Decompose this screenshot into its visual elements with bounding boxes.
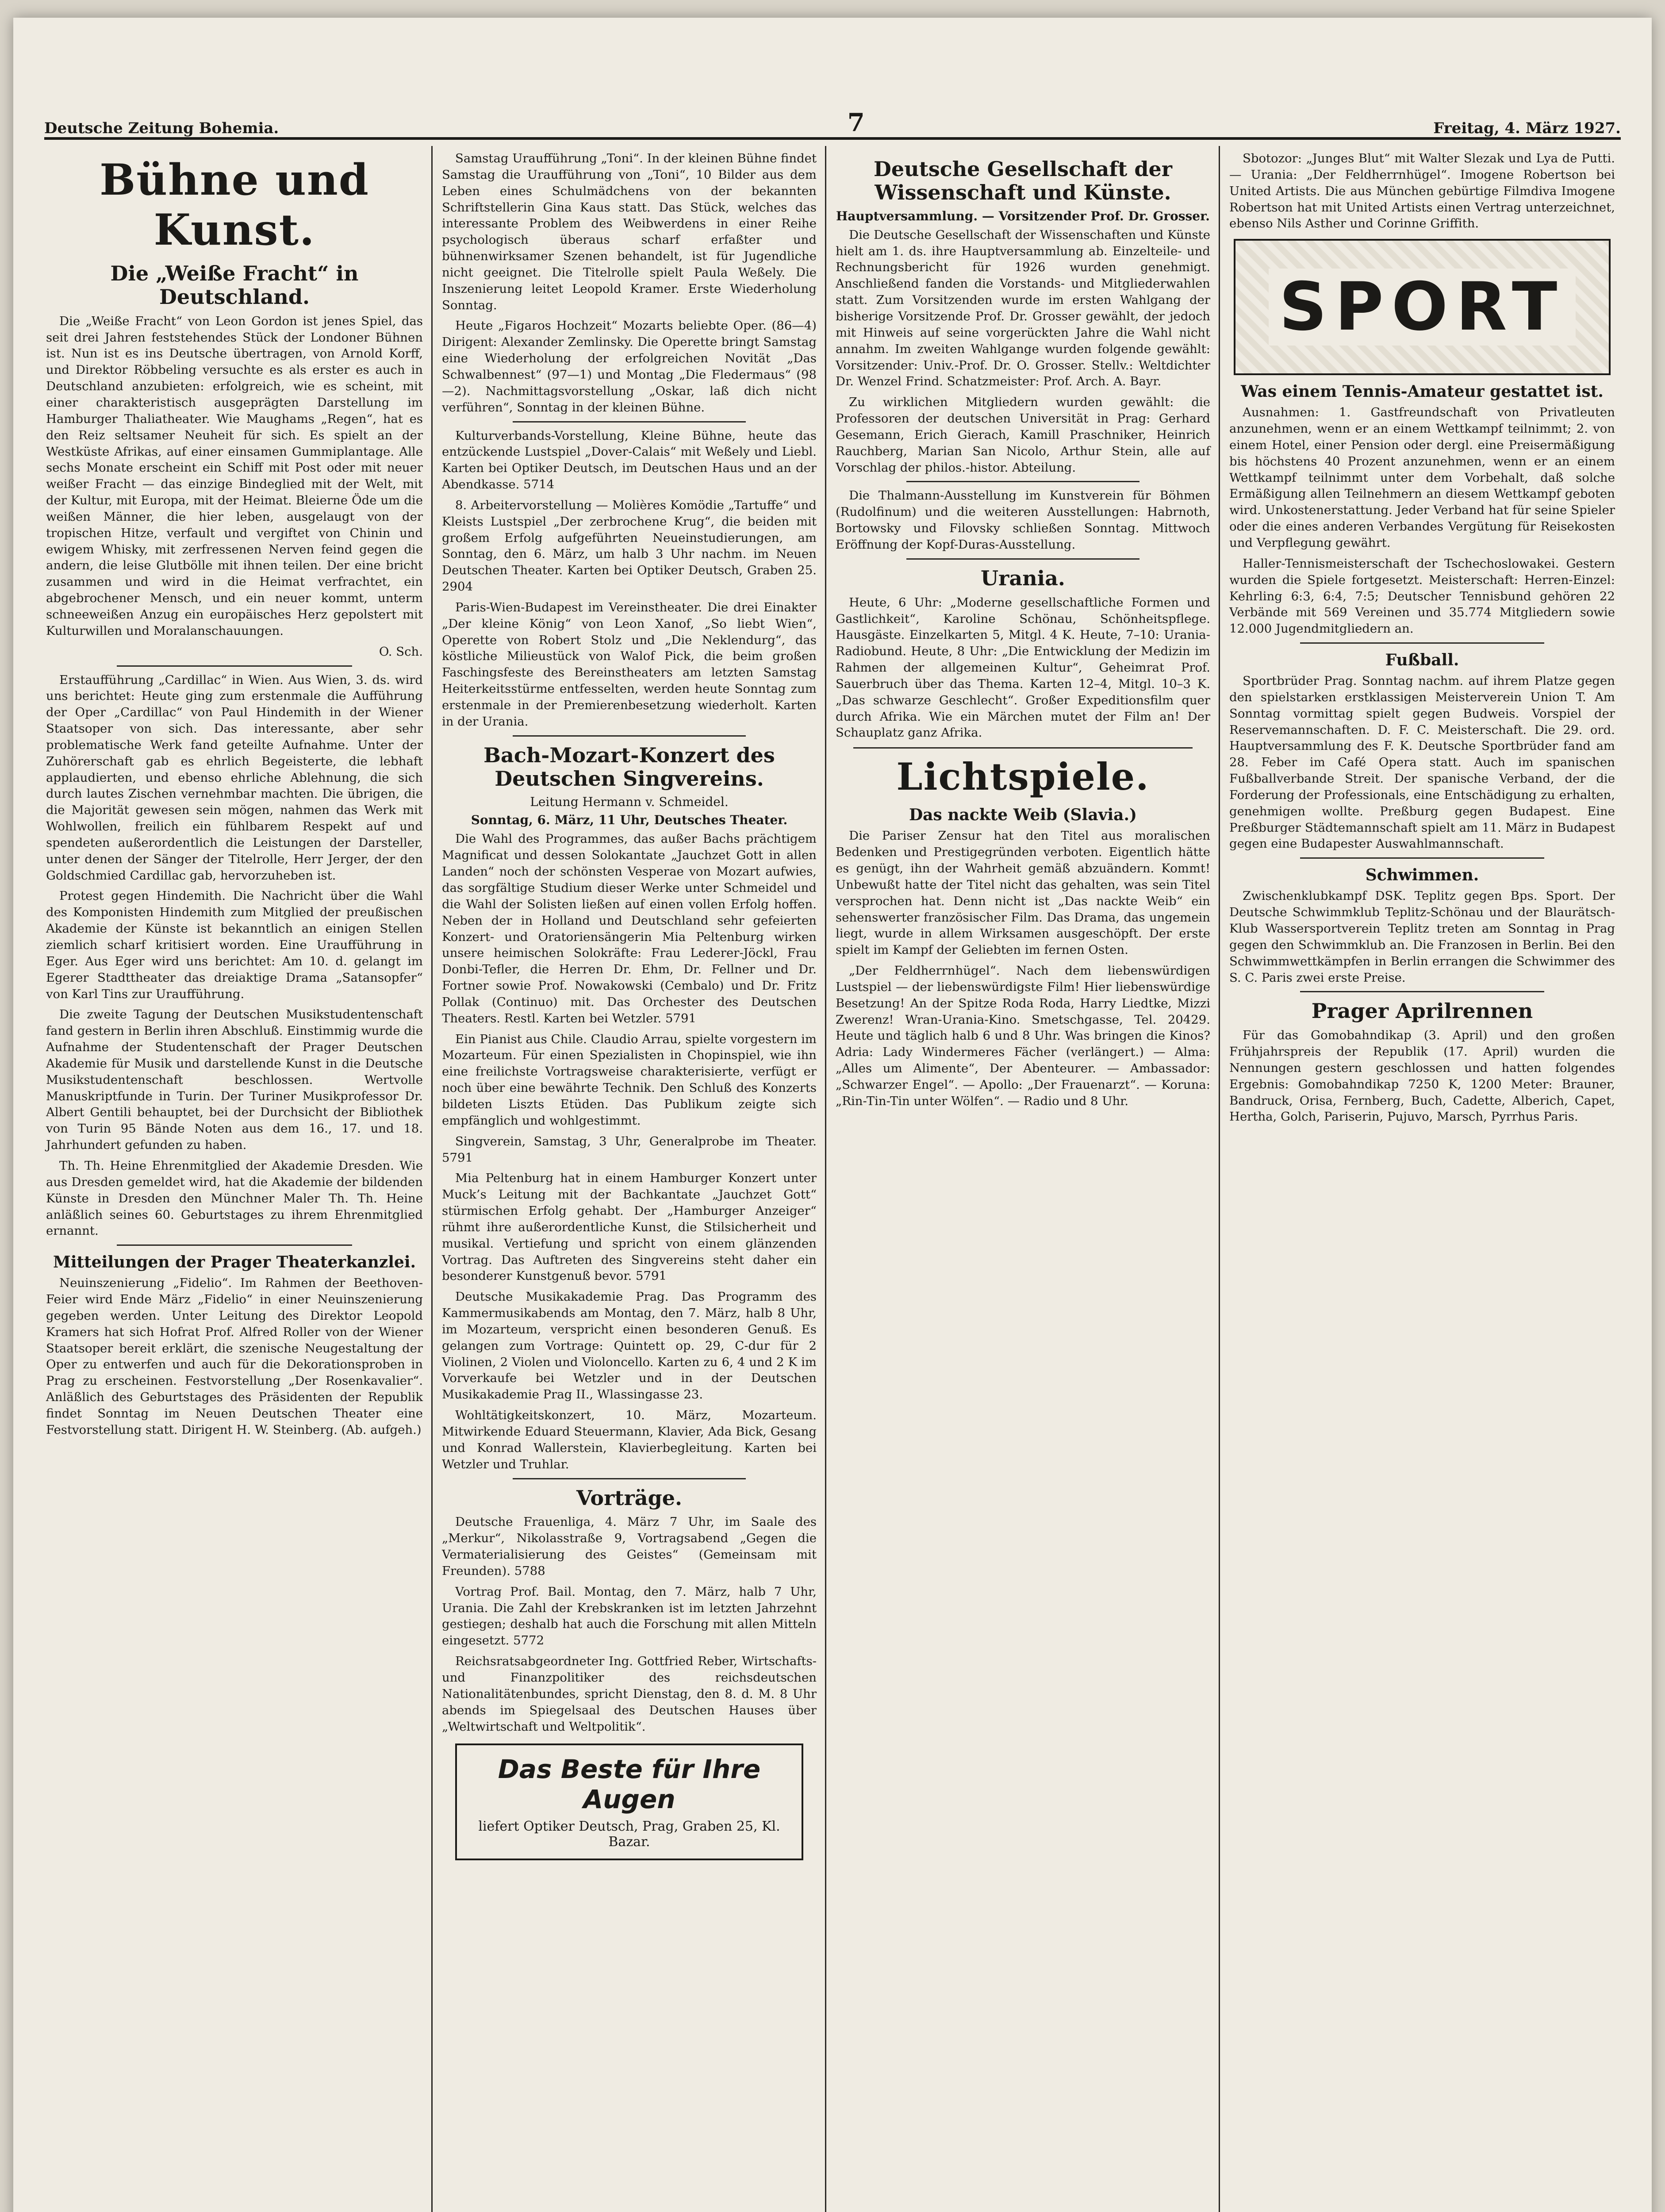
column-1 — [40, 146, 429, 2212]
section-title: Lichtspiele. — [896, 755, 1150, 799]
divider — [1300, 642, 1544, 644]
section-subtitle: Prager Aprilrennen — [1311, 999, 1533, 1023]
article-body: Wohltätigkeitskonzert, 10. März, Mozarteum. Mitwirkende Eduard Steuermann, Klavier, Ada Bick, Gesang und Konrad Wallerstein, Klavierbegleitung. Karten bei Wetzler und Truhlar. — [442, 1408, 817, 1471]
divider — [117, 1244, 352, 1246]
section-subtitle: Schwimmen. — [1365, 866, 1479, 885]
article-body: Die Deutsche Gesellschaft der Wissenschaften und Künste hielt am 1. ds. ihre Hauptversammlung ab. Einzelteile- und Rechnungsbericht für 1926 wurden genehmigt. Anschließend fanden die Vorstands- und Mitgliederwahlen statt. Zum Vorsitzenden wurde im ersten Wahlgang der bisherige Vorsitzende Prof. Dr. Grosser gewählt, der jedoch mit Hinweis auf seine vorgerückten Jahre die Wahl nicht annahm. Im zweiten Wahlgange wurden folgende gewählt: Vorsitzender: Univ.-Prof. Dr. O. Grosser. Stellv.: Weltdichter Dr. Wenzel Frind. Schatzmeister: Prof. Arch. A. Bayr. — [836, 227, 1210, 389]
article-body: Ausnahmen: 1. Gastfreundschaft von Privatleuten anzunehmen, wenn er an einem Wettkampf teilnimmt; 2. von einem Hotel, einer Pension oder dergl. eine Preisermäßigung bis höchstens 40 Prozent anzunehmen, wenn er an einem Wettkampf teilnimmt unter dem Vorbehalt, daß solche Ermäßigung allen Teilnehmern an diesem Wettkampf geboten wird. Unkostenerstattung. Jeder Verband hat für seine Spieler oder die eines anderen Verbandes Vergütung für Reisekosten und Verpflegung gewährt. — [1229, 405, 1615, 550]
divider — [853, 747, 1193, 749]
article-body: Heute „Figaros Hochzeit“ Mozarts beliebte Oper. (86—4) Dirigent: Alexander Zemlinsky. Die Operette bringt Samstag eine Wiederholung der erfolgreichen Novität „Das Schwalbennest“ (97—1) und Montag „Die Fledermaus“ (98—2). Nachmittagsvorstellung „Oskar, laß dich nicht verführen“, Sonntag in der kleinen Bühne. — [442, 319, 817, 415]
article-body: Die zweite Tagung der Deutschen Musikstudentenschaft fand gestern in Berlin ihren Abschluß. Einstimmig wurde die Aufnahme der Studentenschaft der Prager Deutschen Akademie für Musik und darstellende Kunst in die Deutsche Musikstudentenschaft beschlossen. Wertvolle Manuskriptfunde in Turin. Der Turiner Musikprofessor Dr. Albert Gentili behauptet, bei der Durchsicht der Bibliothek von Turin 95 Bände Noten aus dem 16., 17. und 18. Jahrhundert gefunden zu haben. — [46, 1007, 423, 1152]
article-body: Haller-Tennismeisterschaft der Tschechoslowakei. Gestern wurden die Spiele fortgesetzt. Meisterschaft: Herren-Einzel: Kehrling 6:3, 6:4, 7:5; Deutscher Tennisbund gehören 22 Verbände mit 569 Vereinen und 35.774 Mitgliedern sowie 12.000 Jugendmitgliedern an. — [1229, 556, 1615, 636]
divider — [513, 735, 746, 737]
column-rule — [825, 146, 826, 2212]
article-body: Ein Pianist aus Chile. Claudio Arrau, spielte vorgestern im Mozarteum. Für einen Spezialisten in Chopinspiel, wie ihn eine freilichste Vortragsweise charakterisierte, verfügt er noch über eine bewährte Technik. Den Schluß des Konzerts bildeten Liszts Etüden. Das Publikum zeigte sich empfänglich und wohlgestimmt. — [442, 1032, 817, 1128]
article-body: Die „Weiße Fracht“ von Leon Gordon ist jenes Spiel, das seit drei Jahren feststehendes Stück der Londoner Bühnen ist. Nun ist es ins Deutsche übertragen, von Arnold Korff, und Direktor Röbbeling versuchte es als erster es auch in Deutschland anzubieten: erfolgreich, wie es scheint, mit einer charakteristisch ausgeprägten Darstellung im Hamburger Thaliatheater. Wie Maughams „Regen“, hat es den Reiz seltsamer Neuheit für sich. Es spielt an der Westküste Afrikas, auf einer einsamen Gummiplantage. Alle sechs Monate erscheint ein Schiff mit Post oder mit neuer weißer Fracht — das einzige Bindeglied mit der Welt, mit der Kultur, mit Europa, mit der Heimat. Bleierne Öde um die weißen Männer, die hier leben, ausgelaugt von der tropischen Hitze, verfault und vergiftet von Chinin und ewigem Whisky, mit zerfressenen Nerven feind gegen die andern, die leise Glutbölle mit ihnen teilen. Der eine bricht zusammen und wird in die Heimat verfrachtet, ein abgebrochener Mensch, und ein neuer kommt, unterm schneeweißen Anzug ein europäisches Herz gepolstert mit Kulturwillen und Moralanschauungen. — [46, 314, 423, 638]
article-body: Sportbrüder Prag. Sonntag nachm. auf ihrem Platze gegen den spielstarken erstklassigen Meisterverein Union T. Am Sonntag vormittag spielt gegen Budweis. Vorspiel der Reservemannschaften. D. F. C. Meisterschaft. Die 29. ord. Hauptversammlung des F. K. Deutsche Sportbrüder fand am 28. Feber im Café Opera statt. Auch im spanischen Fußballverbande Streit. Der spanische Verband, der die Forderung der Professionals, eine Entschädigung zu erhalten, genehmigen wollte. Preßburg gegen Budapest. Eine Preßburger Städtemannschaft spielt am 11. März in Budapest gegen eine Budapester Auswahlmannschaft. — [1229, 674, 1615, 851]
column-rule — [431, 146, 433, 2212]
article-body: Erstaufführung „Cardillac“ in Wien. Aus Wien, 3. ds. wird uns berichtet: Heute ging zum erstenmale die Aufführung der Oper „Cardillac“ von Paul Hindemith in der Wiener Staatsoper von sich. Das interessante, aber sehr problematische Werk fand geteilte Aufnahme. Unter der Zuhörerschaft gab es ehrlich Begeisterte, die lebhaft applaudierten, und ebenso ehrliche Ablehnung, die sich durch lautes Zischen vernehmbar machten. Die übrigen, die die Majorität gewesen sein mögen, nahmen das Werk mit Wohlwollen, freilich ein fühlbarem Respekt auf und spendeten außerordentlich die Leistungen der Darsteller, unter denen der Sänger der Titelrolle, Herr Jerger, der den Goldschmied Cardillac gab, hervorzuheben ist. — [46, 672, 423, 883]
divider — [1300, 991, 1544, 992]
article-lead: Hauptversammlung. — Vorsitzender Prof. Dr. Grosser. — [836, 208, 1210, 223]
divider — [1300, 857, 1544, 859]
ad-title: Das Beste für Ihre Augen — [498, 1754, 761, 1815]
article-body: Protest gegen Hindemith. Die Nachricht über die Wahl des Komponisten Hindemith zum Mitglied der preußischen Akademie der Künste ist bekanntlich an einigen Stellen ziemlich scharf kritisiert worden. Eine Uraufführung in Eger. Aus Eger wird uns berichtet: Am 10. d. gelangt im Egerer Stadttheater das dreiaktige Drama „Satansopfer“ von Karl Tins zur Uraufführung. — [46, 889, 423, 1001]
article-body: Samstag Uraufführung „Toni“. In der kleinen Bühne findet Samstag die Uraufführung von „Toni“, 10 Bilder aus dem Leben eines Schulmädchens von der bekannten Schriftstellerin Gina Kaus statt. Das Stück, welches das interessante Problem des Weibwerdens in einer Reihe psychologisch überaus scharf erfaßter und bühnenwirksamer Szenen behandelt, ist für Jugendliche nicht geeignet. Die Titelrolle spielt Paula Weßely. Die Inszenierung leitet Leopold Kramer. Erste Wiederholung Sonntag. — [442, 151, 817, 312]
article-title: Die „Weiße Fracht“ in Deutschland. — [110, 261, 359, 309]
article-body: Singverein, Samstag, 3 Uhr, Generalprobe im Theater. 5791 — [442, 1134, 817, 1165]
section-title: Bühne und Kunst. — [100, 155, 369, 255]
divider — [906, 558, 1139, 560]
ad-text: liefert Optiker Deutsch, Prag, Graben 25, Kl. Bazar. — [478, 1819, 780, 1850]
article-body: Die Wahl des Programmes, das außer Bachs prächtigem Magnificat und dessen Solokantate „Jauchzet Gott in allen Landen“ noch der schönsten Vesperae von Mozart aufwies, das sorgfältige Studium dieser Werke unter Schmeidel und die Wahl der Solisten ließen auf einen vollen Erfolg hoffen. Neben der in Holland und Deutschland sehr gefeierten Konzert- und Oratoriensängerin Mia Peltenburg wirken unsere heimischen Solokräfte: Frau Lederer-Jöckl, Frau Donbi-Tefler, die Herren Dr. Ehm, Dr. Fellner und Dr. Fortner sowie Prof. Nowakowski (Cembalo) und Dr. Fritz Pollak (Continuo) mit. Das Orchester des Deutschen Theaters. Restl. Karten bei Wetzler. 5791 — [442, 832, 817, 1025]
section-subtitle: Vorträge. — [576, 1486, 683, 1510]
article-title: Bach-Mozart-Konzert des Deutschen Singvereins. — [483, 743, 775, 791]
page-number: 7 — [847, 108, 865, 137]
column-3 — [829, 146, 1216, 2212]
article-body: Zwischenklubkampf DSK. Teplitz gegen Bps. Sport. Der Deutsche Schwimmklub Teplitz-Schönau und der Blaurätsch-Klub Wassersportverein Teplitz treten am Sonntag in Prag gegen den Schwimmklub an. Die Franzosen in Berlin. Bei den Schwimmwettkämpfen in Berlin errangen die Schwimmer des S. C. Paris zwei erste Preise. — [1229, 889, 1615, 985]
article-body: Reichsratsabgeordneter Ing. Gottfried Reber, Wirtschafts- und Finanzpolitiker des reichsdeutschen Nationalitätenbundes, spricht Dienstag, den 8. d. M. 8 Uhr abends im Spiegelsaal des Deutschen Hauses über „Weltwirtschaft und Weltpolitik“. — [442, 1654, 817, 1734]
article-body: Paris-Wien-Budapest im Vereinstheater. Die drei Einakter „Der kleine König“ von Leon Xanof, „So liebt Wien“, Operette von Robert Stolz und „Die Neklendurg“, das köstliche Milieustück von Walof Pick, die beim großen Faschingsfeste des Bereinstheaters am letzten Samstag Heiterkeitsstürme entfesselten, werden heute Sonntag zum erstenmale in der Premierenbesetzung wiederholt. Karten in der Urania. — [442, 600, 817, 729]
section-subtitle: Mitteilungen der Prager Theaterkanzlei. — [53, 1253, 416, 1272]
divider — [513, 421, 746, 422]
column-4 — [1223, 146, 1621, 2212]
advertisement — [455, 1743, 803, 1860]
article-lead: Leitung Hermann v. Schmeidel. — [530, 795, 729, 810]
article-body: Th. Th. Heine Ehrenmitglied der Akademie Dresden. Wie aus Dresden gemeldet wird, hat die Akademie der bildenden Künste in Dresden den Münchner Maler Th. Th. Heine anläßlich seines 60. Geburtstages zu ihrem Ehrenmitglied ernannt. — [46, 1158, 423, 1238]
masthead-date: Freitag, 4. März 1927. — [1433, 119, 1621, 137]
article-title: Deutsche Gesellschaft der Wissenschaft und Künste. — [873, 157, 1173, 204]
article-body: Vortrag Prof. Bail. Montag, den 7. März, halb 7 Uhr, Urania. Die Zahl der Krebskranken ist im letzten Jahrzehnt gestiegen; deshalb hat auch die Forschung mit allen Mitteln eingesetzt. 5772 — [442, 1584, 817, 1648]
article-body: Neuinszenierung „Fidelio“. Im Rahmen der Beethoven-Feier wird Ende März „Fidelio“ in einer Neuinszenierung gegeben werden. Unter Leitung des Direktor Leopold Kramers hat sich Hofrat Prof. Alfred Roller von der Wiener Staatsoper bereit erklärt, die szenische Neugestaltung der Oper zu entwerfen und auch für die Dekorationsproben in Prag zu erscheinen. Festvorstellung „Der Rosenkavalier“. Anläßlich des Geburtstages des Präsidenten der Republik findet Sonntag im Neuen Deutschen Theater eine Festvorstellung statt. Dirigent H. W. Steinberg. (Ab. aufgeh.) — [46, 1276, 423, 1437]
article-body: Heute, 6 Uhr: „Moderne gesellschaftliche Formen und Gastlichkeit“, Karoline Schönau, Schönheitspflege. Hausgäste. Einzelkarten 5, Mitgl. 4 K. Heute, 7–10: Urania-Radiobund. Heute, 8 Uhr: „Die Entwicklung der Medizin im Rahmen der allgemeinen Kultur“, Geheimrat Prof. Sauerbruch über das Thema. Karten 12–4, Mitgl. 10–3 K. „Das schwarze Geschlecht“. Großer Expeditionsfilm quer durch Afrika. Wie ein Märchen mutet der Film an! Der Schauplatz ganz Afrika. — [836, 595, 1210, 740]
divider — [906, 481, 1139, 482]
masthead-title: Deutsche Zeitung Bohemia. — [44, 119, 279, 137]
article-signature: O. Sch. — [379, 644, 423, 659]
article-title: Das nackte Weib (Slavia.) — [909, 806, 1137, 825]
article-body: Deutsche Musikakademie Prag. Das Programm des Kammermusikabends am Montag, den 7. März, halb 8 Uhr, im Mozarteum, verspricht einen besonderen Genuß. Es gelangen zum Vortrage: Quintett op. 29, C-dur für 2 Violinen, 2 Violen und Violoncello. Karten zu 6, 4 und 2 K im Vorverkaufe bei Wetzler und in der Deutschen Musikakademie Prag II., Wlassingasse 23. — [442, 1290, 817, 1402]
divider — [117, 665, 352, 667]
article-body: Kulturverbands-Vorstellung, Kleine Bühne, heute das entzückende Lustspiel „Dover-Calais“ mit Weßely und Liebl. Karten bei Optiker Deutsch, im Deutschen Haus und an der Abendkasse. 5714 — [442, 428, 817, 492]
column-2 — [436, 146, 823, 2212]
article-body: Sbotozor: „Junges Blut“ mit Walter Slezak und Lya de Putti. — Urania: „Der Feldherrnhügel“. Imogene Robertson bei United Artists. Die aus München gebürtige Filmdiva Imogene Robertson hat mit United Artists einen Vertrag unterzeichnet, ebenso Nils Asther und Corinne Griffith. — [1229, 151, 1615, 231]
article-body: Mia Peltenburg hat in einem Hamburger Konzert unter Muck’s Leitung mit der Bachkantate „Jauchzet Gott“ stürmischen Erfolg gehabt. Der „Hamburger Anzeiger“ rühmt ihre außerordentliche Kunst, die Stilsicherheit und musikal. Vertiefung und spricht von einem glänzenden Vortrag. Das Auftreten des Singvereins steht daher ein besonderer Kunstgenuß bevor. 5791 — [442, 1171, 817, 1283]
article-title: Was einem Tennis-Amateur gestattet ist. — [1241, 382, 1604, 401]
column-rule — [1219, 146, 1220, 2212]
article-body: 8. Arbeitervorstellung — Molières Komödie „Tartuffe“ und Kleists Lustspiel „Der zerbrochene Krug“, die beiden mit großem Erfolg aufgeführten Neueinstudierungen, am Sonntag, den 6. März, um halb 3 Uhr nachm. im Neuen Deutschen Theater. Karten bei Optiker Deutsch, Graben 25. 2904 — [442, 498, 817, 594]
divider — [513, 1478, 746, 1479]
sport-label: SPORT — [1269, 269, 1576, 346]
article-date: Sonntag, 6. März, 11 Uhr, Deutsches Theater. — [471, 813, 788, 828]
article-body: Die Pariser Zensur hat den Titel aus moralischen Bedenken und Prestigegründen verboten. Eigentlich hätte es genügt, ihn der Wahrheit gemäß abzuändern. Kommt! Unbewußt hatte der Titel nicht das gehalten, was sein Titel versprochen hat. Denn nicht ist „Das nackte Weib“ ein sehenswerter französischer Film. Das Drama, das ungemein liegt, wurde in allem Wirksamen ausgeschöpft. Der erste spielt im Kampf der Geliebten im fernen Osten. — [836, 829, 1210, 957]
section-subtitle: Fußball. — [1385, 651, 1459, 670]
article-body: Zu wirklichen Mitgliedern wurden gewählt: die Professoren der deutschen Universität in Prag: Gerhard Gesemann, Erich Gierach, Kamill Praschniker, Heinrich Rauchberg, Marian San Nicolo, Arthur Stein, alle auf Vorschlag der philos.-histor. Abteilung. — [836, 395, 1210, 475]
masthead — [44, 84, 1621, 140]
article-body: „Der Feldherrnhügel“. Nach dem liebenswürdigen Lustspiel — der liebenswürdigste Film! Hier liebenswürdige Besetzung! An der Spitze Roda Roda, Harry Liedtke, Mizzi Zwerenz! Wran-Urania-Kino. Smetschgasse, Tel. 20429. Heute und täglich halb 6 und 8 Uhr. Was bringen die Kinos? Adria: Lady Windermeres Fächer (verlängert.) — Alma: „Alles um Alimente“, Der Abenteurer. — Ambassador: „Schwarzer Engel“. — Apollo: „Der Frauenarzt“. — Koruna: „Rin-Tin-Tin unter Wölfen“. — Radio und 8 Uhr. — [836, 964, 1210, 1108]
article-body: Die Thalmann-Ausstellung im Kunstverein für Böhmen (Rudolfinum) und die weiteren Ausstellungen: Habrnoth, Bortowsky und Filovsky schließen Sonntag. Mittwoch Eröffnung der Kopf-Duras-Ausstellung. — [836, 488, 1210, 552]
sport-header-graphic — [1234, 239, 1611, 375]
article-body: Deutsche Frauenliga, 4. März 7 Uhr, im Saale des „Merkur“, Nikolasstraße 9, Vortragsabend „Gegen die Vermaterialisierung des Geistes“ (Gemeinsam mit Freunden). 5788 — [442, 1515, 817, 1578]
article-body: Für das Gomobahndikap (3. April) und den großen Frühjahrspreis der Republik (17. April) wurden die Nennungen gestern geschlossen und hatten folgendes Ergebnis: Gomobahndikap 7250 K, 1200 Meter: Brauner, Bandruck, Orisa, Fernberg, Buch, Cadette, Alberich, Capet, Hertha, Golch, Pariserin, Pujuvo, Marsch, Pyrrhus Paris. — [1229, 1028, 1615, 1124]
newspaper-page — [13, 18, 1652, 2212]
section-subtitle: Urania. — [981, 566, 1065, 590]
